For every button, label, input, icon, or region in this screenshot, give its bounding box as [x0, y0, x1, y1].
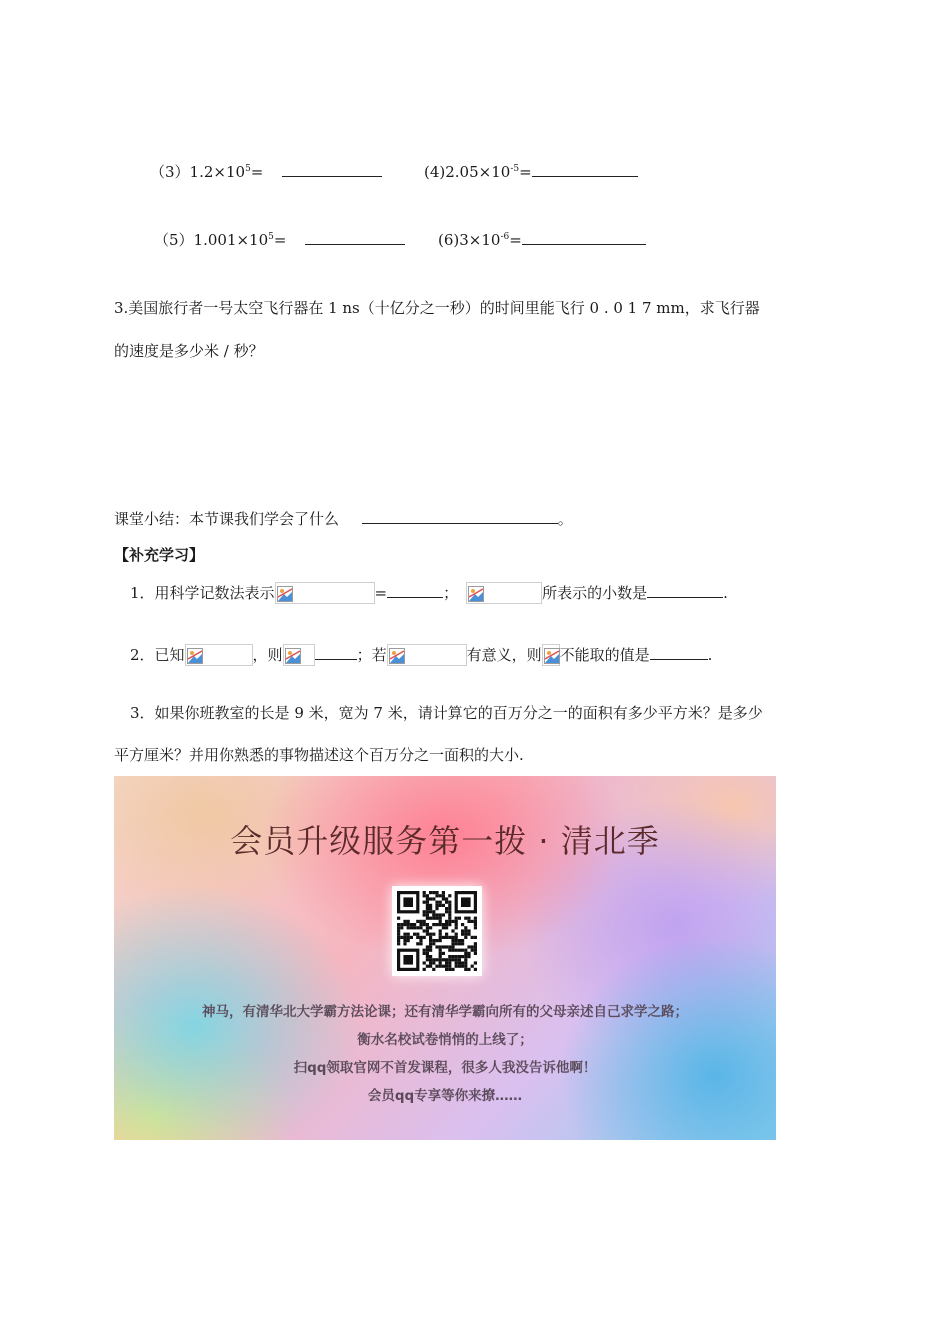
- broken-image-icon: [187, 648, 203, 664]
- formula-image: [185, 644, 253, 666]
- exercise-6-exp: -6: [500, 232, 510, 242]
- broken-image-icon: [285, 648, 301, 664]
- formula-image: [283, 644, 315, 666]
- banner-line: 会员qq专享等你来撩……: [367, 1088, 523, 1104]
- supplement-item-3-line-1: 3．如果你班教室的长是 9 米，宽为 7 米，请计算它的百万分之一的面积有多少平方米？是多少: [130, 704, 763, 722]
- item-2-text-b: ，则: [252, 646, 283, 664]
- exercise-4-exp: -5: [510, 164, 520, 174]
- broken-image-icon: [544, 648, 560, 664]
- supplement-item-1: [130, 582, 728, 604]
- item-2-text-a: 2．已知: [130, 646, 185, 664]
- broken-image-icon: [277, 586, 293, 602]
- promo-banner[interactable]: [114, 776, 776, 1140]
- problem-3-line-1: 3.美国旅行者一号太空飞行器在 1 ns（十亿分之一秒）的时间里能飞行 0 . 0 1 7 mm，求飞行器: [114, 299, 760, 317]
- item-2-text-c: ；若: [356, 646, 387, 664]
- answer-blank[interactable]: [647, 583, 723, 598]
- formula-image: [275, 582, 375, 604]
- class-summary-label: 课堂小结：本节课我们学会了什么: [114, 510, 340, 528]
- formula-image: [387, 644, 467, 666]
- banner-line: 衡水名校试卷悄悄的上线了；: [357, 1032, 533, 1048]
- answer-blank[interactable]: [650, 645, 708, 660]
- exercise-4-eq: =: [519, 163, 532, 181]
- exercise-6: [438, 230, 646, 250]
- exercise-3-exp: 5: [245, 164, 251, 174]
- answer-blank[interactable]: [315, 645, 357, 660]
- answer-blank[interactable]: [532, 162, 638, 177]
- item-2-text-d: 有意义，则: [466, 646, 542, 664]
- exercise-6-label: (6)3×10: [438, 231, 501, 249]
- summary-blank[interactable]: [362, 509, 558, 524]
- broken-image-icon: [389, 648, 405, 664]
- banner-line: 扫qq领取官网不首发课程，很多人我没告诉他啊！: [293, 1060, 597, 1076]
- supplement-item-3-line-2: 平方厘米？并用你熟悉的事物描述这个百万分之一面积的大小.: [114, 746, 524, 764]
- exercise-5-label: （5）1.001×10: [154, 231, 269, 249]
- exercise-3: [150, 162, 382, 182]
- class-summary: [114, 509, 573, 529]
- qr-code[interactable]: [392, 886, 482, 976]
- supplement-heading: 【补充学习】: [114, 546, 205, 564]
- banner-text: [114, 998, 776, 1110]
- item-1-text-c: ；: [443, 584, 459, 602]
- answer-blank[interactable]: [305, 230, 405, 245]
- qr-code-icon: [392, 886, 482, 976]
- item-1-text-e: .: [723, 584, 728, 602]
- banner-title: 会员升级服务第一拨 · 清北季: [230, 822, 660, 860]
- exercise-4: [424, 162, 638, 182]
- exercise-3-label: （3）1.2×10: [150, 163, 246, 181]
- formula-image: [466, 582, 542, 604]
- answer-blank[interactable]: [282, 162, 382, 177]
- answer-blank[interactable]: [522, 230, 646, 245]
- exercise-4-label: (4)2.05×10: [424, 163, 511, 181]
- broken-image-icon: [468, 586, 484, 602]
- exercise-3-eq: =: [250, 163, 264, 181]
- item-1-text-a: 1．用科学记数法表示: [130, 584, 275, 602]
- exercise-5: [154, 230, 405, 250]
- banner-line: 神马，有清华北大学霸方法论课；还有清华学霸向所有的父母亲述自己求学之路；: [202, 1004, 688, 1020]
- exercise-5-eq: =: [273, 231, 287, 249]
- item-2-text-e: 不能取的值是: [559, 646, 650, 664]
- supplement-item-2: [130, 644, 712, 666]
- formula-image: [542, 644, 560, 666]
- item-2-text-f: .: [707, 646, 713, 664]
- exercise-6-eq: =: [509, 231, 522, 249]
- exercise-5-exp: 5: [268, 232, 274, 242]
- summary-end: 。: [557, 510, 573, 528]
- problem-3-line-2: 的速度是多少米 / 秒？: [114, 342, 264, 360]
- answer-blank[interactable]: [387, 583, 443, 598]
- item-1-text-d: 所表示的小数是: [542, 584, 648, 602]
- item-1-text-b: =: [374, 584, 388, 602]
